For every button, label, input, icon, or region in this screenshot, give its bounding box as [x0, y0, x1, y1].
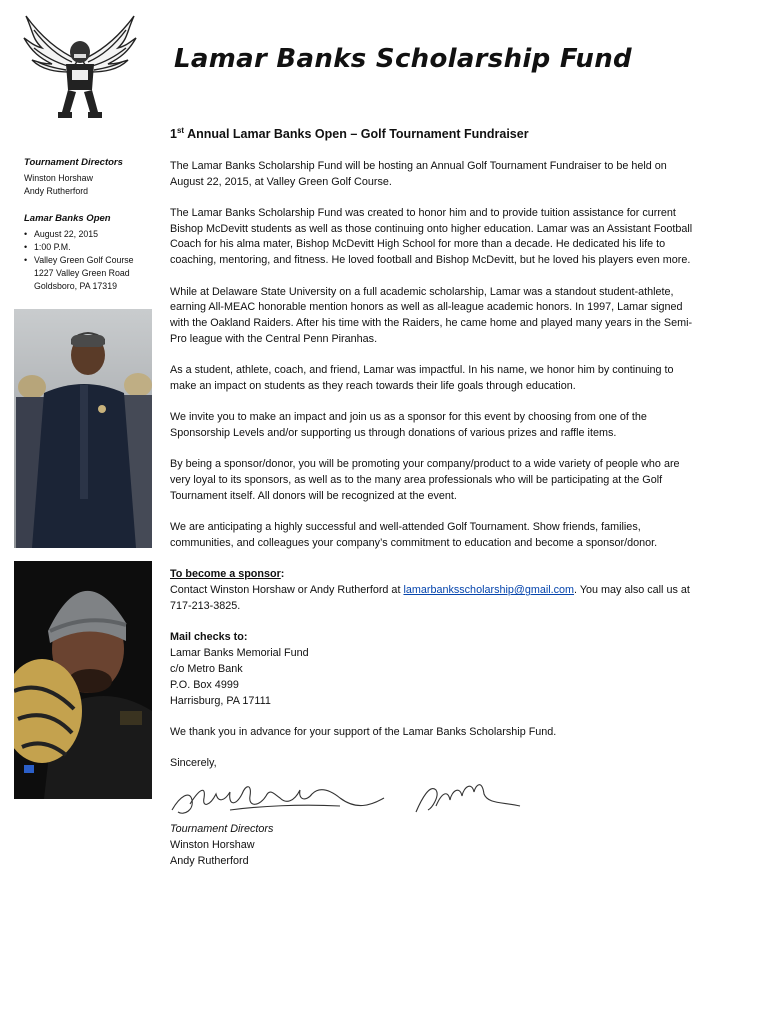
directors-heading: Tournament Directors	[24, 157, 123, 168]
mail-checks-section	[170, 630, 695, 709]
coach-portrait-photo	[14, 309, 152, 548]
address-line: Lamar Banks Memorial Fund	[170, 647, 309, 660]
address-line: Harrisburg, PA 17111	[170, 694, 271, 707]
event-block	[24, 212, 152, 293]
closing: Sincerely,	[170, 757, 217, 770]
paragraph: By being a sponsor/donor, you will be promoting your company/product to a wide variety of people who are very loyal to its sponsors, as well as to the many area professionals who will be participating at the Golf Tournament itself. All donors will be recognized at the event.	[170, 458, 680, 503]
event-address-city: Goldsboro, PA 17319	[34, 281, 117, 291]
sponsor-heading: To become a sponsor	[170, 568, 281, 581]
signature-block	[170, 756, 695, 869]
sponsor-section	[170, 567, 695, 614]
checks-heading: Mail checks to	[170, 631, 244, 644]
paragraph: We are anticipating a highly successful and well-attended Golf Tournament. Show friends, families, communities, and colleagues your company’s commitment to education and become a sponsor/donor.	[170, 521, 658, 550]
address-line: P.O. Box 4999	[170, 678, 239, 691]
letter-body	[170, 127, 695, 869]
coach-with-helmet-photo	[14, 561, 152, 799]
paragraph: As a student, athlete, coach, and friend, Lamar was impactful. In his name, we honor him by continuing to make an impact on students as they reach towards their life goals through education.	[170, 364, 674, 393]
directors-block	[24, 156, 152, 198]
paragraph: We invite you to make an impact and join us as a sponsor for this event by choosing from one of the Sponsorship Levels and/or supporting us through donations of various prizes and raffle items.	[170, 411, 647, 440]
event-date: • August 22, 2015	[24, 228, 152, 241]
handwritten-signatures	[170, 776, 540, 822]
signers-title: Tournament Directors	[170, 822, 274, 835]
event-heading: Lamar Banks Open	[24, 213, 111, 224]
sidebar	[24, 156, 152, 293]
sponsor-heading-colon: :	[280, 568, 285, 581]
paragraph: The Lamar Banks Scholarship Fund will be hosting an Annual Golf Tournament Fundraiser to be held on August 22, 2015, at Valley Green Golf Course.	[170, 159, 667, 188]
page-title: Lamar Banks Scholarship Fund	[174, 44, 632, 74]
sponsor-text-after: . You may also call us at 717-213-3825.	[170, 584, 690, 613]
event-address-street: 1227 Valley Green Road	[34, 268, 130, 278]
checks-heading-colon: :	[243, 631, 248, 644]
sponsor-text: Contact Winston Horshaw or Andy Rutherford at	[170, 584, 404, 597]
paragraph: While at Delaware State University on a full academic scholarship, Lamar was a standout student-athlete, earning All-MEAC honorable mention honors as well as all-league academic honors. In 1997, Lamar signed with the Oakland Raiders. After his time with the Raiders, he came home and played many years in the Semi-Pro league with the Central Penn Piranhas.	[170, 285, 693, 345]
sponsor-email-link[interactable]: lamarbanksscholarship@gmail.com	[403, 584, 575, 597]
letter-heading	[170, 127, 695, 143]
signer-name: Winston Horshaw	[170, 838, 255, 851]
heading-text: Annual Lamar Banks Open – Golf Tournament Fundraiser	[184, 127, 529, 141]
signer-name: Andy Rutherford	[170, 854, 249, 867]
heading-ordinal: 1	[170, 127, 177, 141]
director-name: Andy Rutherford	[24, 186, 89, 196]
director-name: Winston Horshaw	[24, 173, 93, 183]
address-line: c/o Metro Bank	[170, 662, 243, 675]
event-venue: • Valley Green Golf Course	[24, 254, 152, 267]
winged-football-player-logo-icon	[20, 12, 140, 124]
paragraph: The Lamar Banks Scholarship Fund was created to honor him and to provide tuition assistance for current Bishop McDevitt students as well as those continuing onto higher education. Lamar was an Assistant Football Coach for his alma mater, Bishop McDevitt High School for more than a decade. He dedicated his life to coaching, mentoring, and fitness. He loved football and Bishop McDevitt, but he loved his players even more.	[170, 206, 693, 267]
heading-ordinal-suffix: st	[176, 125, 185, 135]
event-time: • 1:00 P.M.	[24, 241, 152, 254]
thanks-line: We thank you in advance for your support of the Lamar Banks Scholarship Fund.	[170, 725, 557, 738]
event-details-list	[24, 228, 152, 267]
